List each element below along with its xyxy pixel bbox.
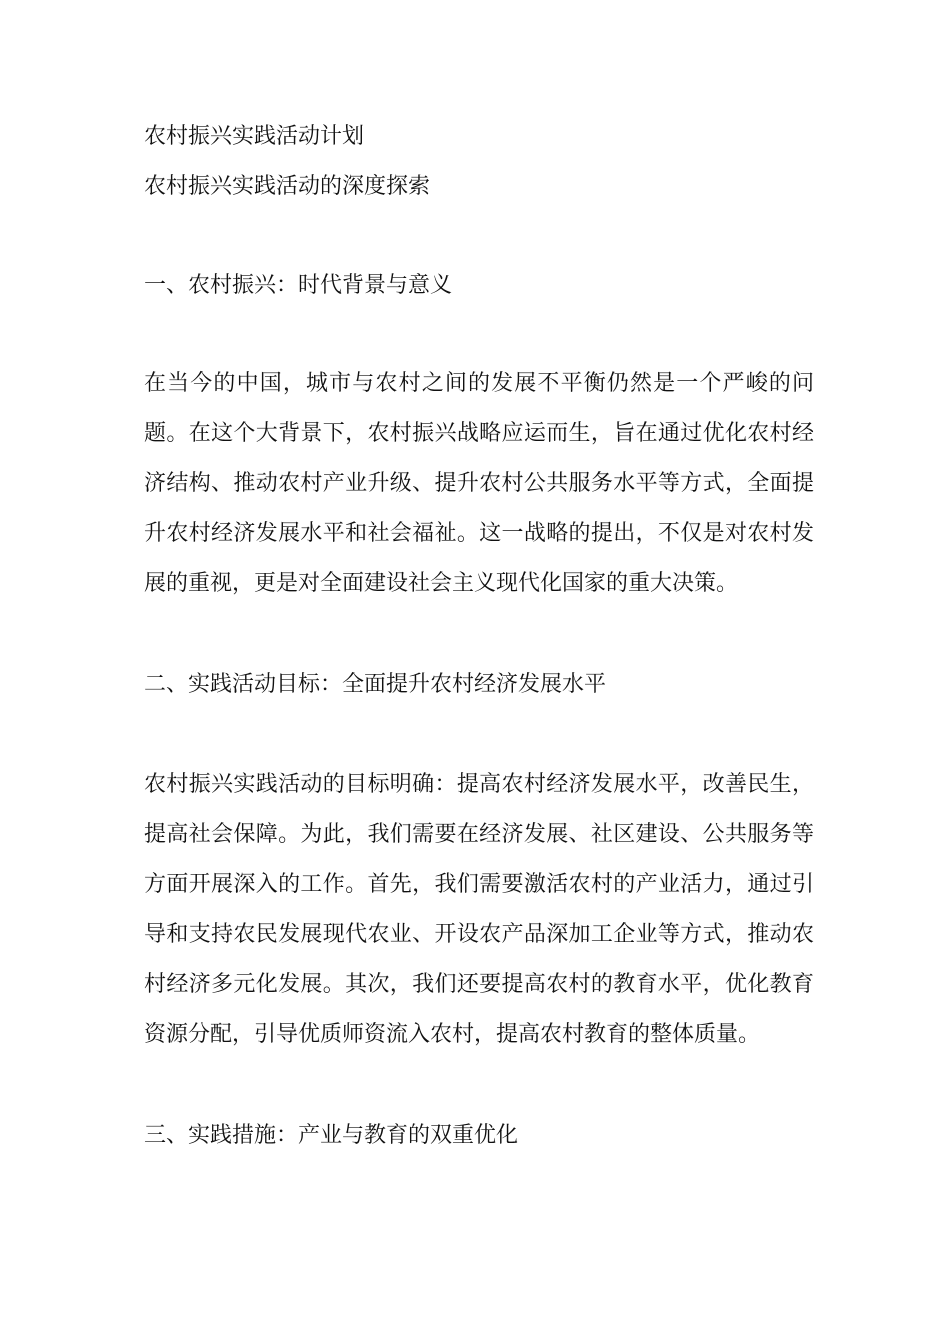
document-subtitle: 农村振兴实践活动的深度探索 [144,174,431,199]
section-paragraph-1: 在当今的中国，城市与农村之间的发展不平衡仍然是一个严峻的问题。在这个大背景下，农村振兴战略应运而生，旨在通过优化农村经济结构、推动农村产业升级、提升农村公共服务水平等方式，全面提升农村经济发展水平和社会福祉。这一战略的提出，不仅是对农村发展的重视，更是对全面建设社会主义现代化国家的重大决策。 [144,371,814,596]
section-heading-3: 三、实践措施：产业与教育的双重优化 [144,1123,519,1148]
document-title: 农村振兴实践活动计划 [144,124,365,149]
section-paragraph-2: 农村振兴实践活动的目标明确：提高农村经济发展水平，改善民生，提高社会保障。为此，我们需要在经济发展、社区建设、公共服务等方面开展深入的工作。首先，我们需要激活农村的产业活力，通过引导和支持农民发展现代农业、开设农产品深加工企业等方式，推动农村经济多元化发展。其次，我们还要提高农村的教育水平，优化教育资源分配，引导优质师资流入农村，提高农村教育的整体质量。 [144,772,814,1047]
section-heading-1: 一、农村振兴：时代背景与意义 [144,273,453,298]
section-heading-2: 二、实践活动目标：全面提升农村经济发展水平 [144,672,607,697]
